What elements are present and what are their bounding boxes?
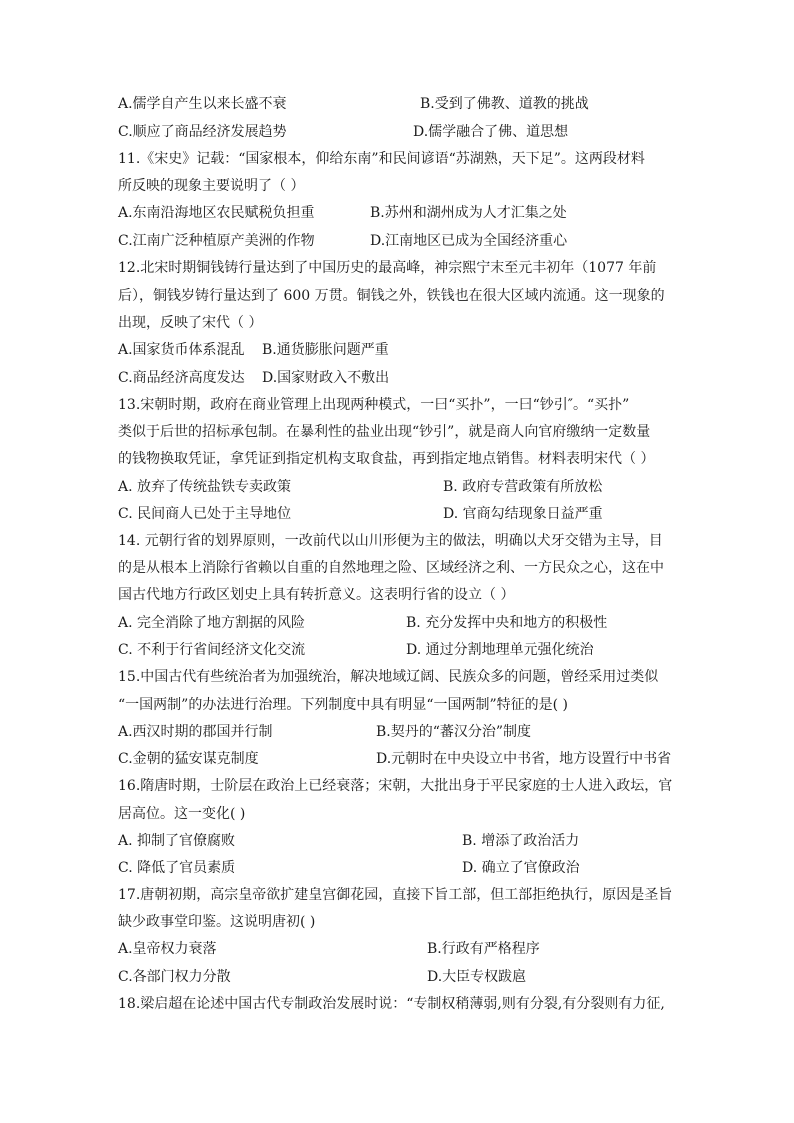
q13-option-d: D. 官商勾结现象日益严重 [443, 506, 603, 522]
q16-option-a: A. 抑制了官僚腐败 [118, 833, 236, 849]
q15-stem-line-2: “一国两制”的办法进行治理。下列制度中具有明显“一国两制”特征的是( ) [118, 697, 569, 713]
q15-option-c: C.金朝的猛安谋克制度 [118, 751, 259, 767]
q12-option-d: D.国家财政入不敷出 [262, 370, 390, 386]
q15-option-b: B.契丹的“蕃汉分治”制度 [376, 724, 532, 740]
q12-option-c: C.商品经济高度发达 [118, 370, 245, 386]
q12-stem-line-2: 后），铜钱岁铸行量达到了 600 万贯。铜钱之外，铁钱也在很大区域内流通。这一现象的 [118, 288, 665, 304]
q13-stem-line-1: 13.宋朝时期，政府在商业管理上出现两种模式，一曰“买扑”，一曰“钞引″。“买扑” [118, 397, 630, 413]
q17-option-b: B.行政有严格程序 [427, 941, 540, 957]
q12-option-b: B.通货膨胀问题严重 [262, 342, 389, 358]
q14-stem-line-1: 14. 元朝行省的划界原则，一改前代以山川形便为主的做法，明确以犬牙交错为主导，目 [118, 533, 663, 549]
q10-option-d: D.儒学融合了佛、道思想 [413, 124, 569, 140]
q15-option-d: D.元朝时在中央设立中书省，地方设置行中书省 [376, 751, 672, 767]
q11-option-b: B.苏州和湖州成为人才汇集之处 [370, 205, 567, 221]
q14-stem-line-2: 的是从根本上消除行省赖以自重的自然地理之险、区域经济之利、一方民众之心，这在中 [118, 560, 664, 576]
q12-option-a: A.国家货币体系混乱 [118, 342, 245, 358]
q17-option-a: A.皇帝权力衰落 [118, 941, 217, 957]
q11-option-c: C.江南广泛种植原产美洲的作物 [118, 233, 315, 249]
q10-option-b: B.受到了佛教、道教的挑战 [420, 96, 589, 112]
q16-option-b: B. 增添了政治活力 [462, 833, 580, 849]
q11-stem-line-2: 所反映的现象主要说明了（ ） [118, 178, 305, 194]
q14-option-a: A. 完全消除了地方割据的风险 [118, 615, 306, 631]
q16-stem-line-2: 居高位。这一变化( ) [118, 806, 246, 822]
q16-option-c: C. 降低了官员素质 [118, 860, 236, 876]
q13-option-c: C. 民间商人已处于主导地位 [118, 506, 292, 522]
q17-stem-line-2: 缺少政事堂印鉴。这说明唐初( ) [118, 914, 316, 930]
q11-option-d: D.江南地区已成为全国经济重心 [370, 233, 568, 249]
q14-option-d: D. 通过分割地理单元强化统治 [406, 642, 594, 658]
q11-stem-line-1: 11.《宋史》记载：“国家根本，仰给东南”和民间谚语“苏湖熟，天下足”。这两段材料 [118, 151, 645, 167]
q13-stem-line-2: 类似于后世的招标承包制。在暴利性的盐业出现“钞引”，就是商人向官府缴纳一定数量 [118, 424, 651, 440]
q14-option-c: C. 不利于行省间经济文化交流 [118, 642, 306, 658]
q15-option-a: A.西汉时期的郡国并行制 [118, 724, 273, 740]
q12-stem-line-3: 出现，反映了宋代（ ） [118, 315, 263, 331]
q17-option-d: D.大臣专权跋扈 [427, 969, 527, 985]
q13-option-a: A. 放弃了传统盐铁专卖政策 [118, 479, 292, 495]
q11-option-a: A.东南沿海地区农民赋税负担重 [118, 205, 315, 221]
q16-option-d: D. 确立了官僚政治 [462, 860, 580, 876]
q13-option-b: B. 政府专营政策有所放松 [443, 479, 603, 495]
q16-stem-line-1: 16.隋唐时期，士阶层在政治上已经衰落；宋朝，大批出身于平民家庭的士人进入政坛，官 [118, 778, 673, 794]
q14-stem-line-3: 国古代地方行政区划史上具有转折意义。这表明行省的设立（ ） [118, 587, 515, 603]
q17-option-c: C.各部门权力分散 [118, 969, 231, 985]
q10-option-c: C.顺应了商品经济发展趋势 [118, 124, 287, 140]
q15-stem-line-1: 15.中国古代有些统治者为加强统治，解决地域辽阔、民族众多的问题，曾经采用过类似 [118, 669, 659, 685]
q18-stem-line-1: 18.梁启超在论述中国古代专制政治发展时说：“专制权稍薄弱,则有分裂,有分裂则有力征, [118, 996, 665, 1012]
q13-stem-line-3: 的钱物换取凭证，拿凭证到指定机构支取食盐，再到指定地点销售。材料表明宋代（ ） [118, 451, 655, 467]
q14-option-b: B. 充分发挥中央和地方的积极性 [406, 615, 608, 631]
q17-stem-line-1: 17.唐朝初期，高宗皇帝欲扩建皇宫御花园，直接下旨工部，但工部拒绝执行，原因是圣旨 [118, 887, 673, 903]
q10-option-a: A.儒学自产生以来长盛不衰 [118, 96, 287, 112]
q12-stem-line-1: 12.北宋时期铜钱铸行量达到了中国历史的最高峰，神宗熙宁末至元丰初年（1077 年前 [118, 260, 657, 276]
